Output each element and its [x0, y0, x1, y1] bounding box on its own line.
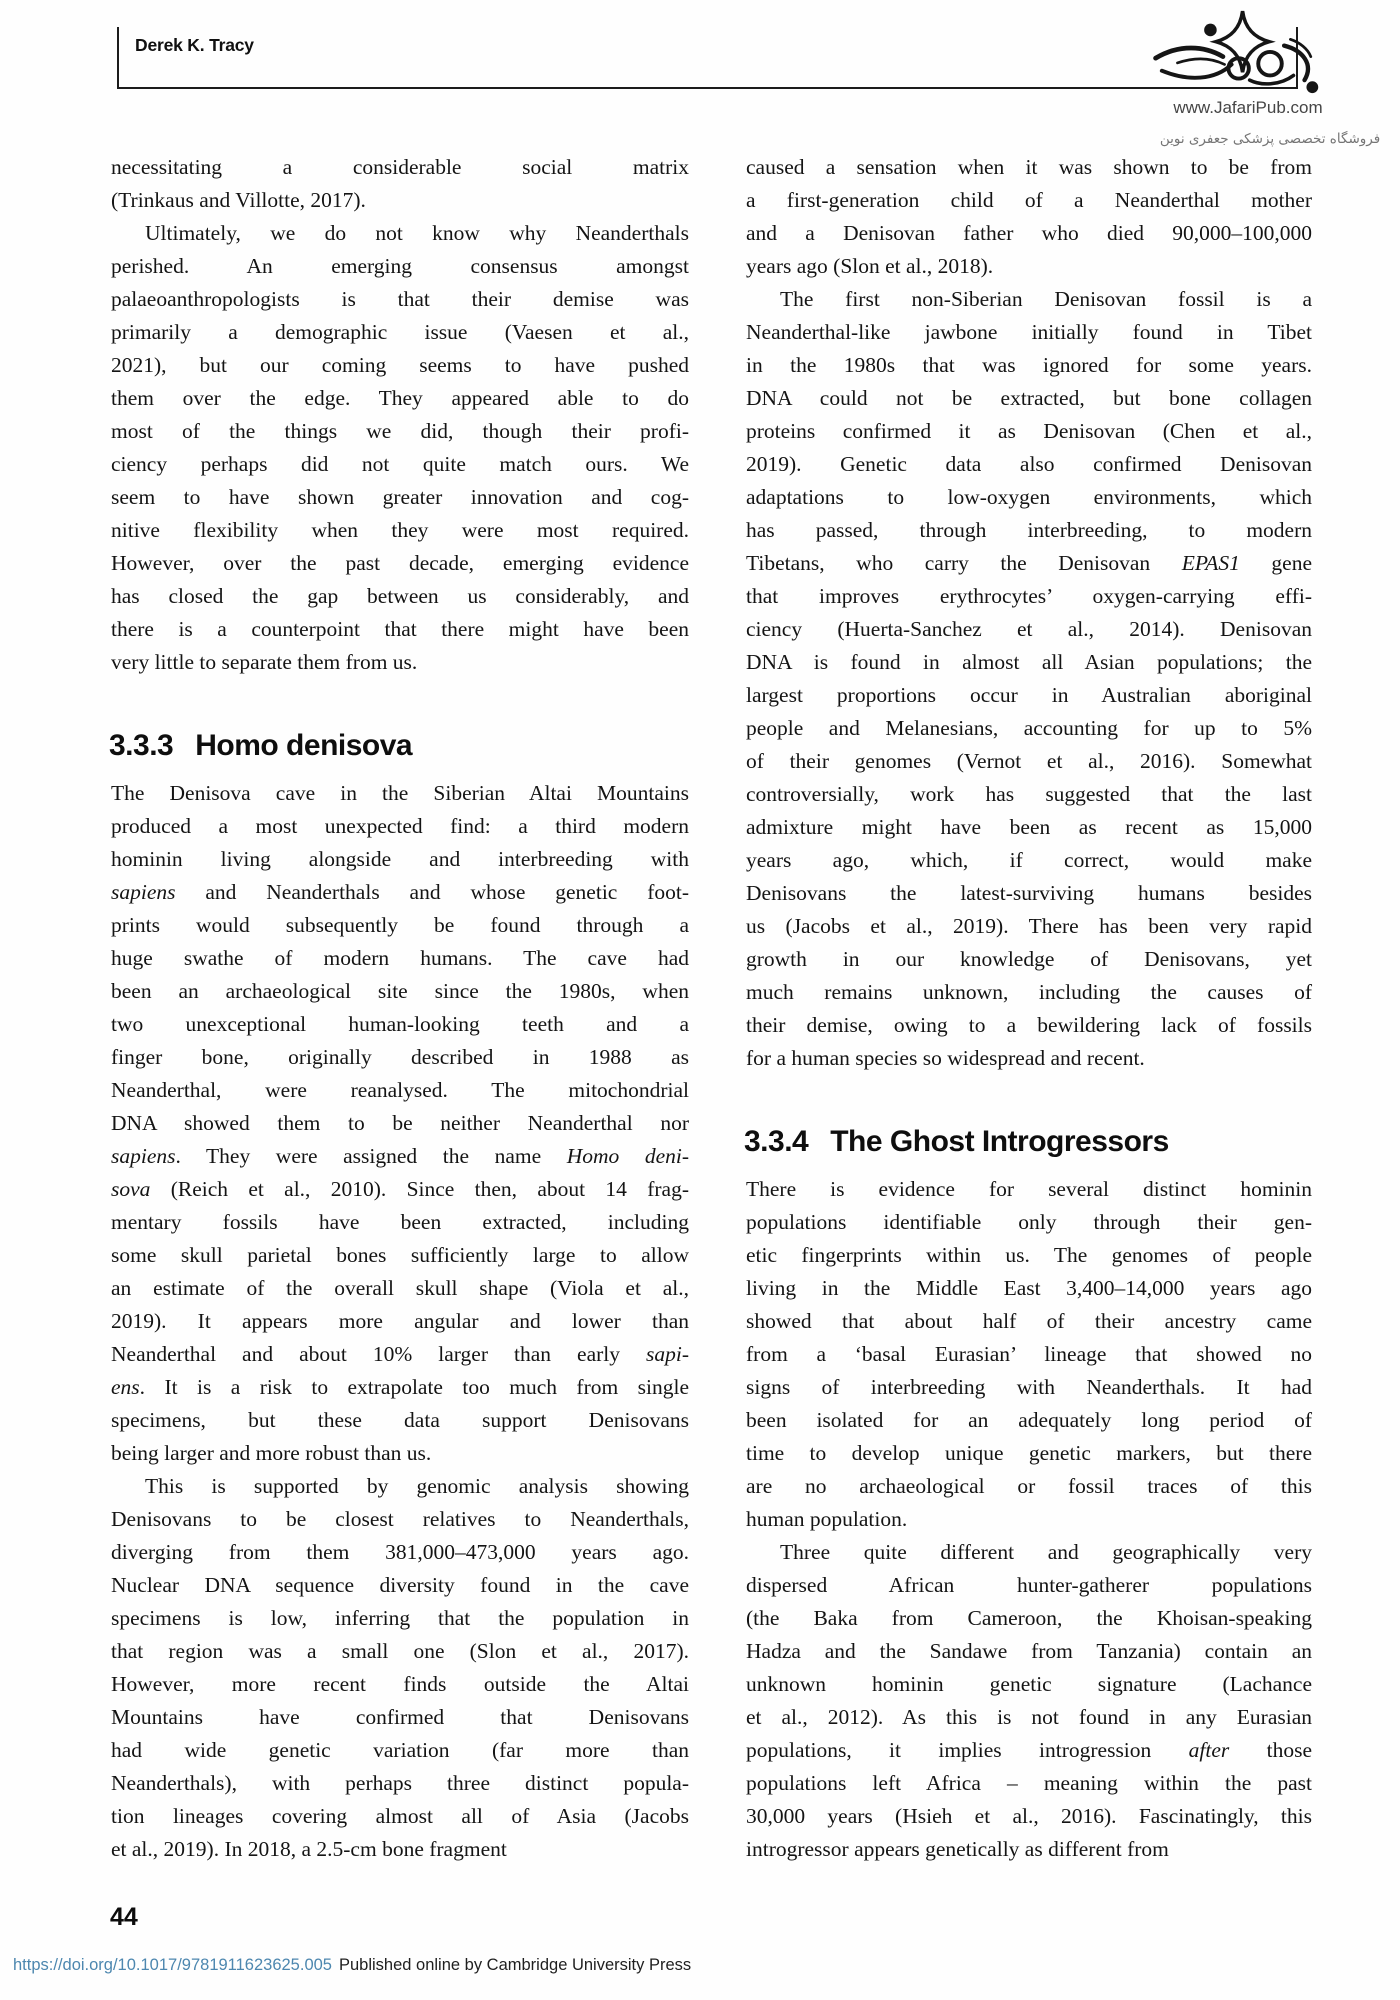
text-line: (Trinkaus and Villotte, 2017).: [111, 188, 366, 212]
text-line: time to develop unique genetic markers, but there: [746, 1441, 1312, 1465]
text-line: their demise, owing to a bewildering lack of fossils: [746, 1013, 1312, 1037]
text-line: populations identifiable only through their gen-: [746, 1210, 1312, 1234]
text-line: caused a sensation when it was shown to be from: [746, 155, 1312, 179]
text-line: Tibetans, who carry the Denisovan EPAS1 gene: [746, 551, 1312, 575]
text-line: 2019). It appears more angular and lower than: [111, 1309, 689, 1333]
paragraph: [111, 217, 689, 679]
text-line: Neanderthal, were reanalysed. The mitochondrial: [111, 1078, 689, 1102]
section-title: Homo denisova: [195, 729, 413, 762]
paragraph: [746, 283, 1312, 1075]
text-line: sova (Reich et al., 2010). Since then, about 14 frag-: [111, 1177, 689, 1201]
text-line: been isolated for an adequately long period of: [746, 1408, 1312, 1432]
text-line: seem to have shown greater innovation and cog-: [111, 485, 689, 509]
text-line: huge swathe of modern humans. The cave had: [111, 946, 689, 970]
text-line: There is evidence for several distinct hominin: [746, 1177, 1312, 1201]
text-line: mentary fossils have been extracted, including: [111, 1210, 689, 1234]
text-line: Three quite different and geographically very: [780, 1540, 1312, 1564]
publisher-note: Published online by Cambridge University Press: [338, 1956, 692, 1974]
text-line: This is supported by genomic analysis showing: [145, 1474, 689, 1498]
text-line: an estimate of the overall skull shape (Viola et al.,: [111, 1276, 689, 1300]
text-line: unknown hominin genetic signature (Lachance: [746, 1672, 1312, 1696]
text-line: ciency (Huerta-Sanchez et al., 2014). Denisovan: [746, 617, 1312, 641]
text-line: admixture might have been as recent as 15,000: [746, 815, 1312, 839]
paragraph: [111, 151, 689, 217]
text-line: primarily a demographic issue (Vaesen et al.,: [111, 320, 689, 344]
text-line: has passed, through interbreeding, to modern: [746, 518, 1312, 542]
text-line: us (Jacobs et al., 2019). There has been very rapid: [746, 914, 1312, 938]
text-line: most of the things we did, though their profi-: [111, 419, 689, 443]
text-line: 2021), but our coming seems to have pushed: [111, 353, 689, 377]
text-line: Nuclear DNA sequence diversity found in the cave: [111, 1573, 689, 1597]
text-line: prints would subsequently be found through a: [111, 913, 689, 937]
text-line: in the 1980s that was ignored for some years.: [746, 353, 1312, 377]
text-line: The Denisova cave in the Siberian Altai Mountains: [111, 781, 689, 805]
text-line: specimens, but these data support Denisovans: [111, 1408, 689, 1432]
section-number: 3.3.3: [109, 729, 174, 762]
header-rule: [117, 87, 1298, 89]
text-line: some skull parietal bones sufficiently large to allow: [111, 1243, 689, 1267]
right-column: [746, 151, 1312, 1866]
paragraph: [746, 151, 1312, 283]
running-head-author: Derek K. Tracy: [135, 35, 254, 55]
section-number: 3.3.4: [744, 1125, 809, 1158]
text-line: signs of interbreeding with Neanderthals. It had: [746, 1375, 1312, 1399]
text-line: for a human species so widespread and recent.: [746, 1046, 1145, 1070]
text-line: living in the Middle East 3,400–14,000 years ago: [746, 1276, 1312, 1300]
section-title: The Ghost Introgressors: [830, 1125, 1169, 1158]
text-line: etic fingerprints within us. The genomes of people: [746, 1243, 1312, 1267]
text-line: are no archaeological or fossil traces of this: [746, 1474, 1312, 1498]
text-line: had wide genetic variation (far more than: [111, 1738, 689, 1762]
text-line: Mountains have confirmed that Denisovans: [111, 1705, 689, 1729]
text-line: much remains unknown, including the causes of: [746, 980, 1312, 1004]
text-line: people and Melanesians, accounting for up to 5%: [746, 716, 1312, 740]
text-line: nitive flexibility when they were most required.: [111, 518, 689, 542]
footer-doi-line: [13, 1956, 691, 1975]
text-line: adaptations to low-oxygen environments, which: [746, 485, 1312, 509]
logo-site-url: www.JafariPub.com: [1173, 98, 1323, 117]
paragraph: [746, 1536, 1312, 1866]
paragraph: [111, 777, 689, 1470]
text-line: proteins confirmed it as Denisovan (Chen et al.,: [746, 419, 1312, 443]
text-line: sapiens and Neanderthals and whose genetic foot-: [111, 880, 689, 904]
text-line: palaeoanthropologists is that their demise was: [111, 287, 689, 311]
text-line: Neanderthals), with perhaps three distinct popula-: [111, 1771, 689, 1795]
text-line: human population.: [746, 1507, 908, 1531]
text-line: et al., 2012). As this is not found in any Eurasian: [746, 1705, 1312, 1729]
text-line: there is a counterpoint that there might have been: [111, 617, 689, 641]
text-line: hominin living alongside and interbreeding with: [111, 847, 689, 871]
text-line: and a Denisovan father who died 90,000–100,000: [746, 221, 1312, 245]
text-line: (the Baka from Cameroon, the Khoisan-speaking: [746, 1606, 1312, 1630]
text-line: Hadza and the Sandawe from Tanzania) contain an: [746, 1639, 1312, 1663]
text-line: showed that about half of their ancestry came: [746, 1309, 1312, 1333]
text-line: 2019). Genetic data also confirmed Denisovan: [746, 452, 1312, 476]
doi-link[interactable]: https://doi.org/10.1017/9781911623625.005: [13, 1956, 332, 1974]
text-line: a first-generation child of a Neanderthal mother: [746, 188, 1312, 212]
text-line: very little to separate them from us.: [111, 650, 418, 674]
paragraph: [746, 1173, 1312, 1536]
text-line: The first non-Siberian Denisovan fossil is a: [780, 287, 1312, 311]
text-line: controversially, work has suggested that the last: [746, 782, 1312, 806]
text-line: tion lineages covering almost all of Asia (Jacobs: [111, 1804, 689, 1828]
paragraph: [111, 1470, 689, 1866]
text-line: specimens is low, inferring that the population in: [111, 1606, 689, 1630]
text-line: perished. An emerging consensus amongst: [111, 254, 689, 278]
header-frame-left-tick: [117, 27, 119, 88]
text-line: introgressor appears genetically as different from: [746, 1837, 1169, 1861]
text-line: Neanderthal-like jawbone initially found in Tibet: [746, 320, 1312, 344]
text-line: that region was a small one (Slon et al., 2017).: [111, 1639, 689, 1663]
text-line: Denisovans to be closest relatives to Neanderthals,: [111, 1507, 689, 1531]
text-line: has closed the gap between us considerably, and: [111, 584, 689, 608]
text-line: of their genomes (Vernot et al., 2016). Somewhat: [746, 749, 1312, 773]
left-column: [111, 151, 689, 1866]
text-line: et al., 2019). In 2018, a 2.5-cm bone fragment: [111, 1837, 507, 1861]
text-line: been an archaeological site since the 1980s, when: [111, 979, 689, 1003]
text-line: 30,000 years (Hsieh et al., 2016). Fascinatingly, this: [746, 1804, 1312, 1828]
text-line: them over the edge. They appeared able to do: [111, 386, 689, 410]
section-heading-ghost-introgressors: [744, 1124, 1312, 1160]
text-line: dispersed African hunter-gatherer populations: [746, 1573, 1312, 1597]
text-line: from a ‘basal Eurasian’ lineage that showed no: [746, 1342, 1312, 1366]
text-line: Neanderthal and about 10% larger than early sapi-: [111, 1342, 689, 1366]
text-line: However, over the past decade, emerging evidence: [111, 551, 689, 575]
text-line: largest proportions occur in Australian aboriginal: [746, 683, 1312, 707]
text-line: produced a most unexpected find: a third modern: [111, 814, 689, 838]
text-line: sapiens. They were assigned the name Homo deni-: [111, 1144, 689, 1168]
text-line: that improves erythrocytes’ oxygen-carrying effi-: [746, 584, 1312, 608]
text-line: Denisovans the latest-surviving humans besides: [746, 881, 1312, 905]
text-line: necessitating a considerable social matrix: [111, 155, 689, 179]
text-line: DNA showed them to be neither Neanderthal nor: [111, 1111, 689, 1135]
text-line: diverging from them 381,000–473,000 years ago.: [111, 1540, 689, 1564]
text-line: two unexceptional human-looking teeth and a: [111, 1012, 689, 1036]
text-line: DNA could not be extracted, but bone collagen: [746, 386, 1312, 410]
text-line: Ultimately, we do not know why Neanderthals: [145, 221, 689, 245]
text-line: years ago (Slon et al., 2018).: [746, 254, 994, 278]
text-line: years ago, which, if correct, would make: [746, 848, 1312, 872]
text-line: However, more recent finds outside the Altai: [111, 1672, 689, 1696]
text-line: populations left Africa – meaning within the past: [746, 1771, 1312, 1795]
text-line: growth in our knowledge of Denisovans, yet: [746, 947, 1312, 971]
text-line: ens. It is a risk to extrapolate too much from single: [111, 1375, 689, 1399]
text-line: ciency perhaps did not quite match ours. We: [111, 452, 689, 476]
text-line: DNA is found in almost all Asian populations; the: [746, 650, 1312, 674]
persian-calligraphy-star-icon: [1150, 8, 1332, 106]
text-line: populations, it implies introgression after those: [746, 1738, 1312, 1762]
text-line: being larger and more robust than us.: [111, 1441, 432, 1465]
page-number: 44: [110, 1903, 138, 1931]
text-line: finger bone, originally described in 1988 as: [111, 1045, 689, 1069]
logo-tagline-farsi: فروشگاه تخصصی پزشکی جعفری نوین: [1159, 131, 1381, 147]
section-heading-homo-denisova: [109, 728, 689, 764]
